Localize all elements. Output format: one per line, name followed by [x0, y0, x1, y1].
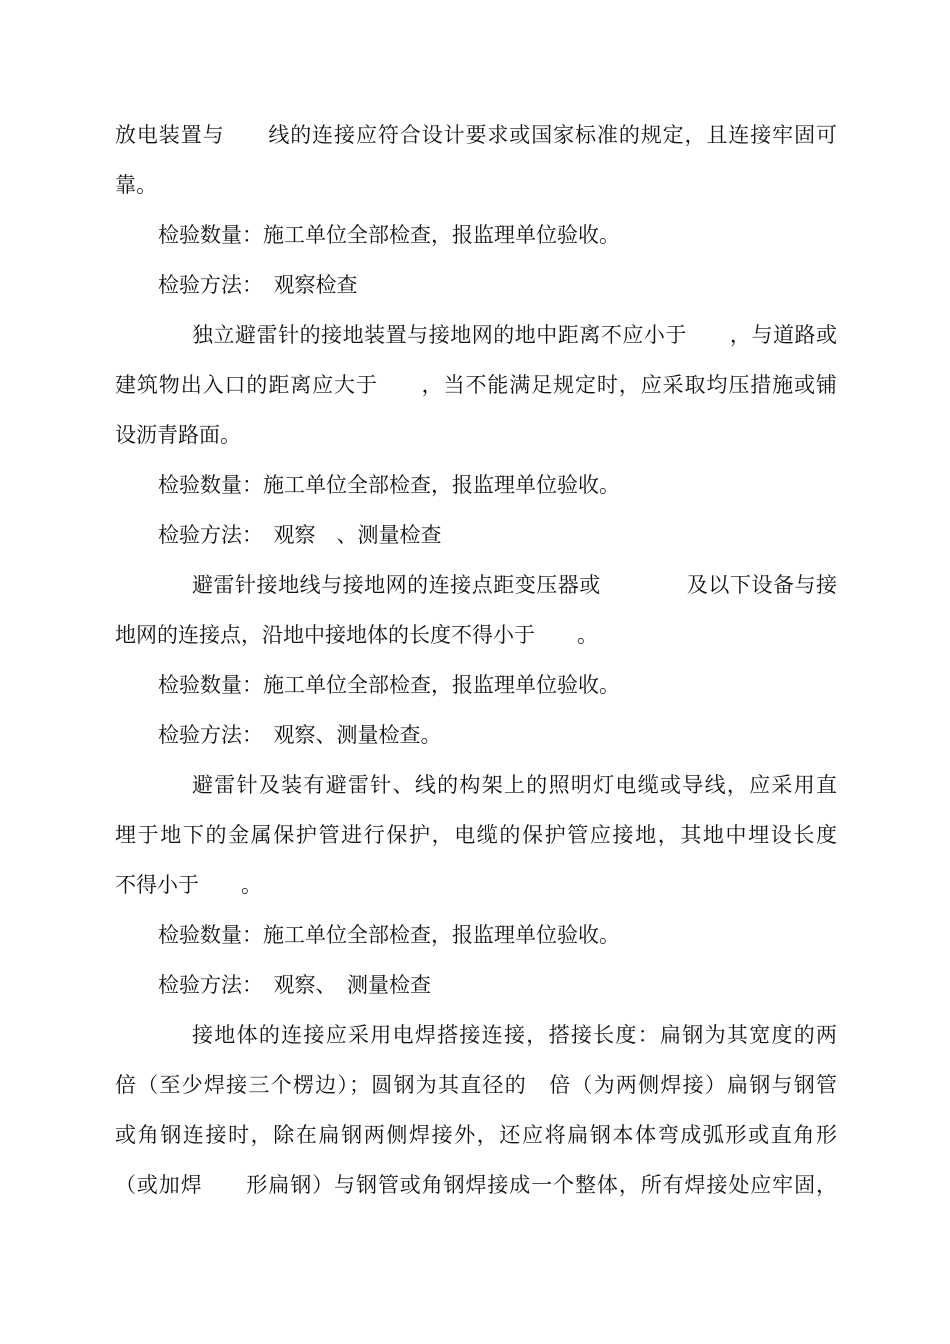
inspection-method-line: 检验方法： 观察 、测量检查: [158, 523, 442, 547]
inspection-quantity-line: 检验数量：施工单位全部检查，报监理单位验收。: [158, 473, 620, 497]
text-line: 埋于地下的金属保护管进行保护，电缆的保护管应接地，其地中埋设长度: [115, 823, 837, 847]
text-line: 倍（至少焊接三个楞边）；圆钢为其直径的 倍（为两侧焊接）扁钢与钢管: [115, 1073, 837, 1097]
inspection-method-line: 检验方法： 观察检查: [158, 273, 358, 297]
text-line: 建筑物出入口的距离应大于 ，当不能满足规定时，应采取均压措施或铺: [115, 373, 837, 397]
text-line: 放电装置与 线的连接应符合设计要求或国家标准的规定，且连接牢固可: [115, 123, 837, 147]
inspection-quantity-line: 检验数量：施工单位全部检查，报监理单位验收。: [158, 923, 620, 947]
text-line: 不得小于 。: [115, 873, 262, 897]
text-line: 靠。: [115, 173, 157, 197]
text-line: 避雷针及装有避雷针、线的构架上的照明灯电缆或导线，应采用直: [192, 773, 837, 797]
text-line: 设沥青路面。: [115, 423, 241, 447]
inspection-quantity-line: 检验数量：施工单位全部检查，报监理单位验收。: [158, 673, 620, 697]
text-line: 避雷针接地线与接地网的连接点距变压器或 及以下设备与接: [192, 573, 837, 597]
text-line: 地网的连接点，沿地中接地体的长度不得小于 。: [115, 623, 598, 647]
text-line: 或角钢连接时，除在扁钢两侧焊接外，还应将扁钢本体弯成弧形或直角形: [115, 1123, 837, 1147]
text-line: 独立避雷针的接地装置与接地网的地中距离不应小于 ，与道路或: [192, 323, 837, 347]
text-line: （或加焊 形扁钢）与钢管或角钢焊接成一个整体，所有焊接处应牢固，: [115, 1173, 837, 1197]
text-line: 接地体的连接应采用电焊搭接连接，搭接长度：扁钢为其宽度的两: [192, 1023, 837, 1047]
inspection-method-line: 检验方法： 观察、测量检查。: [158, 723, 442, 747]
inspection-quantity-line: 检验数量：施工单位全部检查，报监理单位验收。: [158, 223, 620, 247]
inspection-method-line: 检验方法： 观察、 测量检查: [158, 973, 431, 997]
